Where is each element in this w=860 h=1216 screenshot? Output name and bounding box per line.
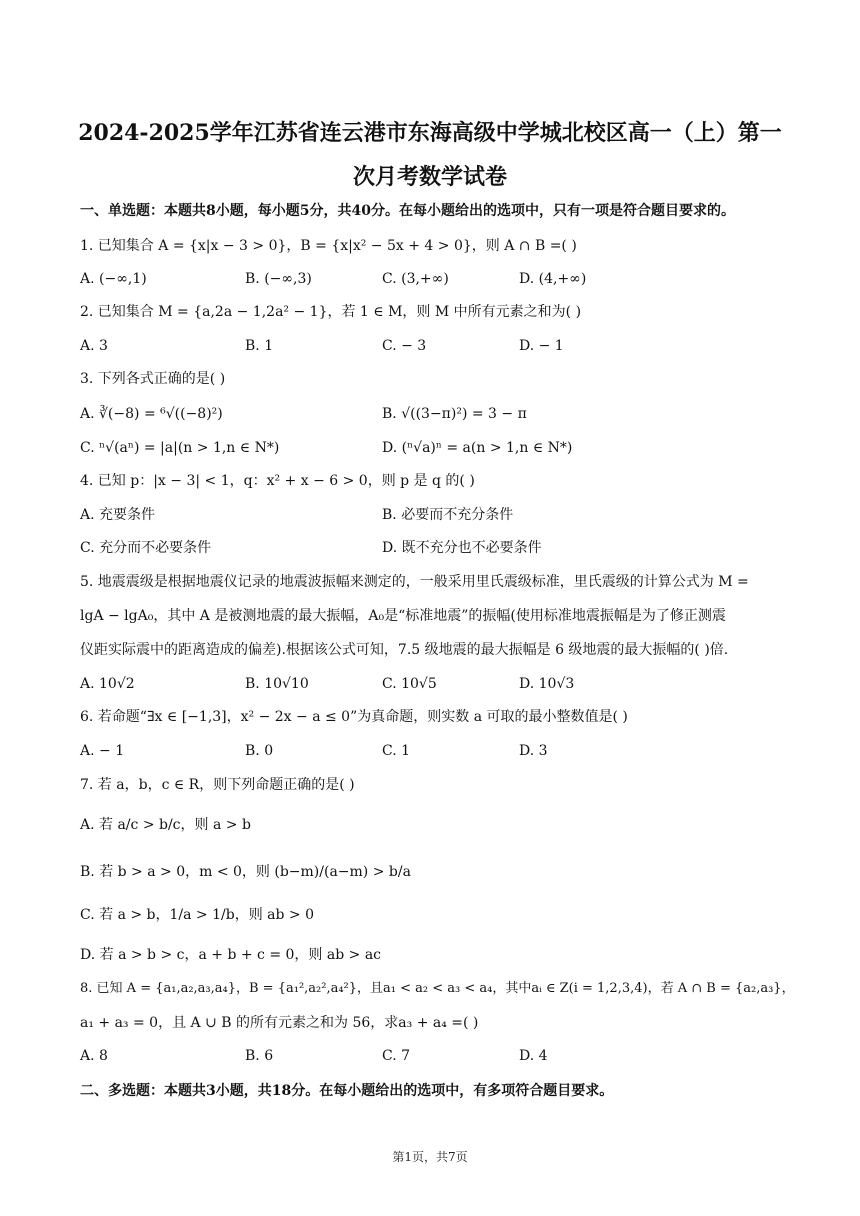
question-5-option-d: D. 10√3 [519, 676, 575, 692]
question-3-option-b: B. √((3−π)²) = 3 − π [382, 406, 527, 422]
question-7-stem: 7. 若 a，b，c ∈ R，则下列命题正确的是( ) [80, 777, 355, 793]
question-5-option-b: B. 10√10 [245, 676, 309, 692]
question-7-option-c: C. 若 a > b，1/a > 1/b，则 ab > 0 [80, 907, 314, 923]
question-6-option-c: C. 1 [382, 743, 411, 759]
question-7-option-d: D. 若 a > b > c，a + b + c = 0，则 ab > ac [80, 947, 382, 963]
question-1-option-d: D. (4,+∞) [519, 271, 587, 287]
question-3-stem: 3. 下列各式正确的是( ) [80, 371, 226, 387]
question-3-option-c: C. ⁿ√(aⁿ) = |a|(n > 1,n ∈ N*) [80, 440, 280, 456]
page-footer: 第1页，共7页 [392, 1150, 468, 1164]
question-4-stem: 4. 已知 p：|x − 3| < 1，q：x² + x − 6 > 0，则 p 是 q 的( ) [80, 473, 475, 489]
question-4-option-c: C. 充分而不必要条件 [80, 540, 212, 556]
question-2-stem: 2. 已知集合 M = {a,2a − 1,2a² − 1}，若 1 ∈ M，则 M 中所有元素之和为( ) [80, 304, 582, 320]
question-7-option-a: A. 若 a/c > b/c，则 a > b [80, 817, 251, 833]
question-3-option-d: D. (ⁿ√a)ⁿ = a(n > 1,n ∈ N*) [382, 440, 573, 456]
exam-title-line-1: 2024-2025学年江苏省连云港市东海高级中学城北校区高一（上）第一 [78, 120, 782, 146]
question-6-option-b: B. 0 [245, 743, 274, 759]
question-8-option-d: D. 4 [519, 1048, 548, 1064]
question-8-stem-line-1: 8. 已知 A = {a₁,a₂,a₃,a₄}，B = {a₁²,a₂²,a₄²}，且a₁ < a₂ < a₃ < a₄，其中aᵢ ∈ Z(i = 1,2,3,4)，若 A ∩ B = {a₂,a₃}， [80, 981, 795, 996]
question-1-option-b: B. (−∞,3) [245, 271, 312, 287]
question-8-option-a: A. 8 [80, 1048, 108, 1064]
section-1-heading: 一、单选题：本题共8小题，每小题5分，共40分。在每小题给出的选项中，只有一项是符合题目要求的。 [80, 203, 735, 219]
exam-title-line-2: 次月考数学试卷 [352, 164, 507, 190]
question-6-option-d: D. 3 [519, 743, 548, 759]
section-2-heading: 二、多选题：本题共3小题，共18分。在每小题给出的选项中，有多项符合题目要求。 [80, 1083, 614, 1099]
question-1-option-a: A. (−∞,1) [80, 271, 147, 287]
question-2-option-d: D. − 1 [519, 338, 564, 354]
question-4-option-d: D. 既不充分也不必要条件 [382, 540, 542, 556]
question-5-stem-line-1: 5. 地震震级是根据地震仪记录的地震波振幅来测定的，一般采用里氏震级标准，里氏震级的计算公式为 M = [80, 574, 749, 590]
question-7-option-b: B. 若 b > a > 0，m < 0，则 (b−m)/(a−m) > b/a [80, 864, 411, 880]
question-5-stem-line-3: 仪距实际震中的距离造成的偏差).根据该公式可知，7.5 级地震的最大振幅是 6 级地震的最大振幅的( )倍. [80, 642, 729, 658]
question-4-option-b: B. 必要而不充分条件 [382, 507, 514, 523]
question-8-stem-line-2: a₁ + a₃ = 0，且 A ∪ B 的所有元素之和为 56，求a₃ + a₄ =( ) [80, 1015, 479, 1031]
question-6-option-a: A. − 1 [80, 743, 125, 759]
question-2-option-c: C. − 3 [382, 338, 427, 354]
question-1-option-c: C. (3,+∞) [382, 271, 449, 287]
question-3-option-a: A. ∛(−8) = ⁶√((−8)²) [80, 406, 223, 422]
question-8-option-b: B. 6 [245, 1048, 274, 1064]
question-8-option-c: C. 7 [382, 1048, 411, 1064]
question-4-option-a: A. 充要条件 [80, 507, 156, 523]
question-5-option-a: A. 10√2 [80, 676, 135, 692]
question-1-stem: 1. 已知集合 A = {x|x − 3 > 0}，B = {x|x² − 5x + 4 > 0}，则 A ∩ B =( ) [80, 238, 577, 254]
question-6-stem: 6. 若命题“∃x ∈ [−1,3]，x² − 2x − a ≤ 0”为真命题，则实数 a 可取的最小整数值是( ) [80, 709, 628, 725]
question-2-option-b: B. 1 [245, 338, 274, 354]
question-5-option-c: C. 10√5 [382, 676, 437, 692]
question-5-stem-line-2: lgA − lgA₀，其中 A 是被测地震的最大振幅，A₀是“标准地震”的振幅(使用标准地震振幅是为了修正测震 [80, 608, 726, 624]
question-2-option-a: A. 3 [80, 338, 108, 354]
